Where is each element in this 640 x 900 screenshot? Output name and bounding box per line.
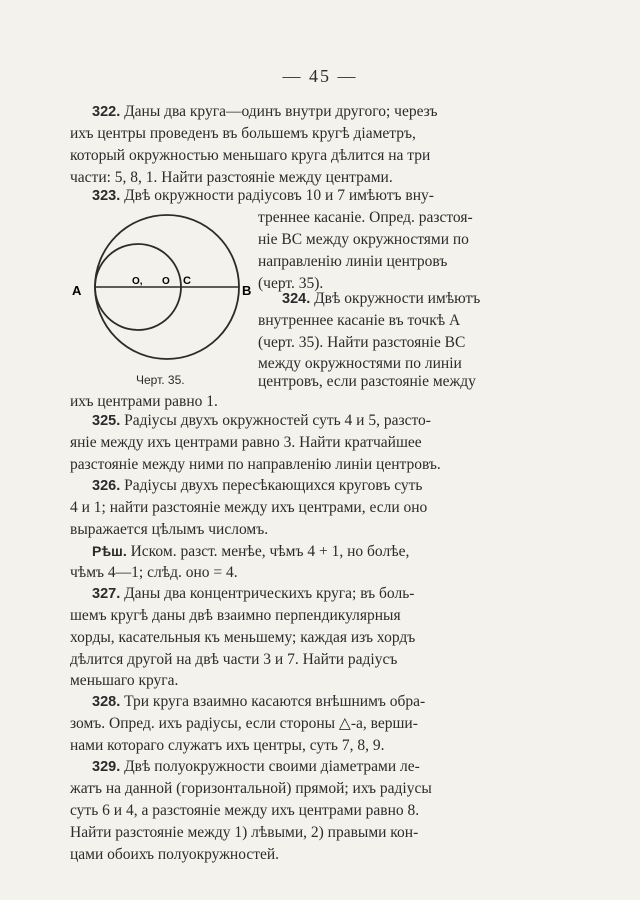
problem-328-line-1: 328. Три круга взаимно касаются внѣшнимъ обра- <box>92 693 426 710</box>
problem-323-line-5: (черт. 35). <box>258 275 324 292</box>
problem-number: 325. <box>92 413 121 429</box>
problem-number: 327. <box>92 586 121 602</box>
label-o: O <box>162 276 170 287</box>
figure-caption: Черт. 35. <box>136 373 185 387</box>
problem-322-line-4: части: 5, 8, 1. Найти разстояніе между центрами. <box>70 169 393 186</box>
problem-324-line-6: ихъ центрами равно 1. <box>70 393 218 410</box>
problem-329-line-5: цами обоихъ полуокружностей. <box>70 846 280 863</box>
problem-327-line-1: 327. Даны два концентрическихъ круга; въ боль- <box>92 585 415 602</box>
problem-326-line-2: 4 и 1; найти разстояніе между ихъ центрами, если оно <box>70 499 428 516</box>
problem-323-line-1: 323. Двѣ окружности радіусовъ 10 и 7 имѣютъ вну- <box>92 187 434 204</box>
problem-328-line-3: нами котораго служатъ ихъ центры, суть 7, 8, 9. <box>70 737 385 754</box>
problem-number: 326. <box>92 478 121 494</box>
label-o1: O, <box>132 276 143 287</box>
problem-329-line-1: 329. Двѣ полуокружности своими діаметрами ле- <box>92 758 420 775</box>
label-a: A <box>72 283 82 298</box>
solution-label: Рѣш. <box>92 543 127 559</box>
problem-322-line-2: ихъ центры проведенъ въ большемъ кругѣ діаметръ, <box>70 125 416 142</box>
circles-diagram <box>70 207 258 397</box>
solution-line-2: чѣмъ 4—1; слѣд. оно = 4. <box>70 564 238 581</box>
problem-327-line-3: хорды, касательныя къ меньшему; каждая изъ хордъ <box>70 629 416 646</box>
problem-323-line-4: направленію линіи центровъ <box>258 253 448 270</box>
problem-327-line-5: меньшаго круга. <box>70 672 179 689</box>
problem-325-line-3: разстояніе между ними по направленію линіи центровъ. <box>70 456 441 473</box>
problem-324-line-1: 324. Двѣ окружности имѣютъ <box>282 290 481 307</box>
problem-328-line-2: зомъ. Опред. ихъ радіусы, если стороны △-а, верши- <box>70 715 418 732</box>
problem-327-line-4: дѣлится другой на двѣ части 3 и 7. Найти радіусъ <box>70 651 398 668</box>
solution-line-1: Рѣш. Иском. разст. менѣе, чѣмъ 4 + 1, но болѣе, <box>92 543 410 560</box>
problem-324-line-3: (черт. 35). Найти разстояніе BC <box>258 334 466 351</box>
problem-324-line-2: внутреннее касаніе въ точкѣ A <box>258 312 461 329</box>
problem-323-line-2: треннее касаніе. Опред. разстоя- <box>258 209 473 226</box>
problem-329-line-3: суть 6 и 4, а разстояніе между ихъ центрами равно 8. <box>70 802 420 819</box>
problem-number: 323. <box>92 188 121 204</box>
problem-number: 322. <box>92 104 121 120</box>
problem-327-line-2: шемъ кругѣ даны двѣ взаимно перпендикулярныя <box>70 607 401 624</box>
problem-number: 329. <box>92 759 121 775</box>
label-b: B <box>242 283 252 298</box>
problem-325-line-1: 325. Радіусы двухъ окружностей суть 4 и 5, разсто- <box>92 412 431 429</box>
problem-number: 324. <box>282 291 311 307</box>
problem-323-line-3: ніе BC между окружностями по <box>258 231 469 248</box>
page-number: — 45 — <box>282 66 358 86</box>
problem-324-line-4: между окружностями по линіи <box>258 355 462 372</box>
problem-322-line-1: 322. Даны два круга—одинъ внутри другого; черезъ <box>92 103 438 120</box>
problem-325-line-2: яніе между ихъ центрами равно 3. Найти кратчайшее <box>70 434 422 451</box>
problem-324-line-5: центровъ, если разстояніе между <box>258 373 476 390</box>
problem-number: 328. <box>92 694 121 710</box>
problem-326-line-3: выражается цѣлымъ числомъ. <box>70 521 269 538</box>
problem-329-line-4: Найти разстояніе между 1) лѣвыми, 2) правыми кон- <box>70 824 419 841</box>
problem-326-line-1: 326. Радіусы двухъ пересѣкающихся круговъ суть <box>92 477 423 494</box>
problem-329-line-2: жатъ на данной (горизонтальной) прямой; ихъ радіусы <box>70 780 432 797</box>
label-c: C <box>183 275 191 287</box>
problem-322-line-3: который окружностью меньшаго круга дѣлится на три <box>70 147 431 164</box>
figure-35 <box>70 207 258 397</box>
